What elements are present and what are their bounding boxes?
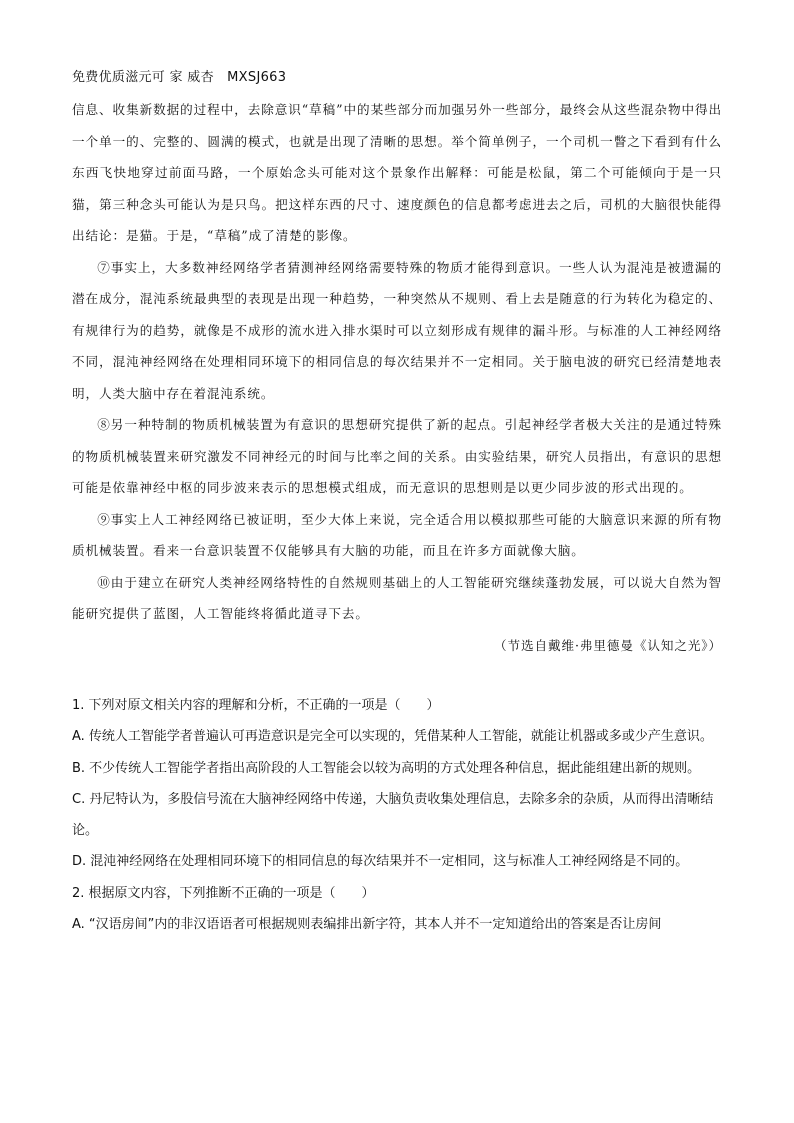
passage-paragraph-continued: 信息、收集新数据的过程中，去除意识“草稿”中的某些部分而加强另外一些部分，最终会从这些混杂物中得出一个单一的、完整的、圆满的模式，也就是出现了清晰的思想。举个简单例子，一个司机一瞥之下看到有什么东西飞快地穿过前面马路，一个原始念头可能对这个景象作出解释：可能是松鼠，第二个可能倾向于是一只猫，第三种念头可能认为是只鸟。把这样东西的尺寸、速度颜色的信息都考虑进去之后，司机的大脑很快能得出结论：是猫。于是，“草稿”成了清楚的影像。	[72, 102, 722, 243]
passage-paragraph-8: ⑧另一种特制的物质机械装置为有意识的思想研究提供了新的起点。引起神经学者极大关注的是通过特殊的物质机械装置来研究激发不同神经元的时间与比率之间的关系。由实验结果，研究人员指出，有意识的思想可能是依靠神经中枢的同步波来表示的思想模式组成，而无意识的思想则是以更少同步波的形式出现的。	[72, 417, 722, 495]
question-1-option-c: C. 丹尼特认为，多股信号流在大脑神经网络中传递，大脑负责收集处理信息，去除多余的杂质，从而得出清晰结论。	[72, 791, 714, 839]
question-1-option-a: A. 传统人工智能学者普遍认可再造意识是完全可以实现的，凭借某种人工智能，就能让机器或多或少产生意识。	[72, 729, 713, 745]
question-1-option-d: D. 混沌神经网络在处理相同环境下的相同信息的每次结果并不一定相同，这与标准人工神经网络是不同的。	[72, 854, 689, 870]
header-watermark: 免费优质滋元可 家 威杏 MXSJ663	[72, 70, 287, 85]
passage-paragraph-9: ⑨事实上人工神经网络已被证明，至少大体上来说，完全适合用以模拟那些可能的大脑意识来源的所有物质机械装置。看来一台意识装置不仅能够具有大脑的功能，而且在许多方面就像大脑。	[72, 511, 722, 558]
questions-section	[72, 690, 722, 940]
passage-paragraph-10: ⑩由于建立在研究人类神经网络特性的自然规则基础上的人工智能研究继续蓬勃发展，可以说大自然为智能研究提供了蓝图，人工智能终将循此道寻下去。	[72, 574, 722, 621]
question-1: 1. 下列对原文相关内容的理解和分析，不正确的一项是（ ）	[72, 698, 440, 713]
passage-paragraph-7: ⑦事实上，大多数神经网络学者猜测神经网络需要特殊的物质才能得到意识。一些人认为混沌是被遗漏的潜在成分，混沌系统最典型的表现是出现一种趋势，一种突然从不规则、看上去是随意的行为转化为稳定的、有规律行为的趋势，就像是不成形的流水进入排水渠时可以立刻形成有规律的漏斗形。与标准的人工神经网络不同，混沌神经网络在处理相同环境下的相同信息的每次结果并不一定相同。关于脑电波的研究已经清楚地表明，人类大脑中存在着混沌系统。	[72, 259, 722, 401]
question-2: 2. 根据原文内容，下列推断不正确的一项是（ ）	[72, 885, 375, 901]
passage-source: （节选自戴维·弗里德曼《认知之光》）	[494, 637, 722, 653]
reading-passage	[72, 94, 722, 661]
question-1-option-b: B. 不少传统人工智能学者指出高阶段的人工智能会以较为高明的方式处理各种信息，据此能组建出新的规则。	[72, 760, 701, 776]
question-2-option-a: A. “汉语房间”内的非汉语语者可根据规则表编排出新字符，其本人并不一定知道给出的答案是否让房间	[72, 917, 662, 933]
